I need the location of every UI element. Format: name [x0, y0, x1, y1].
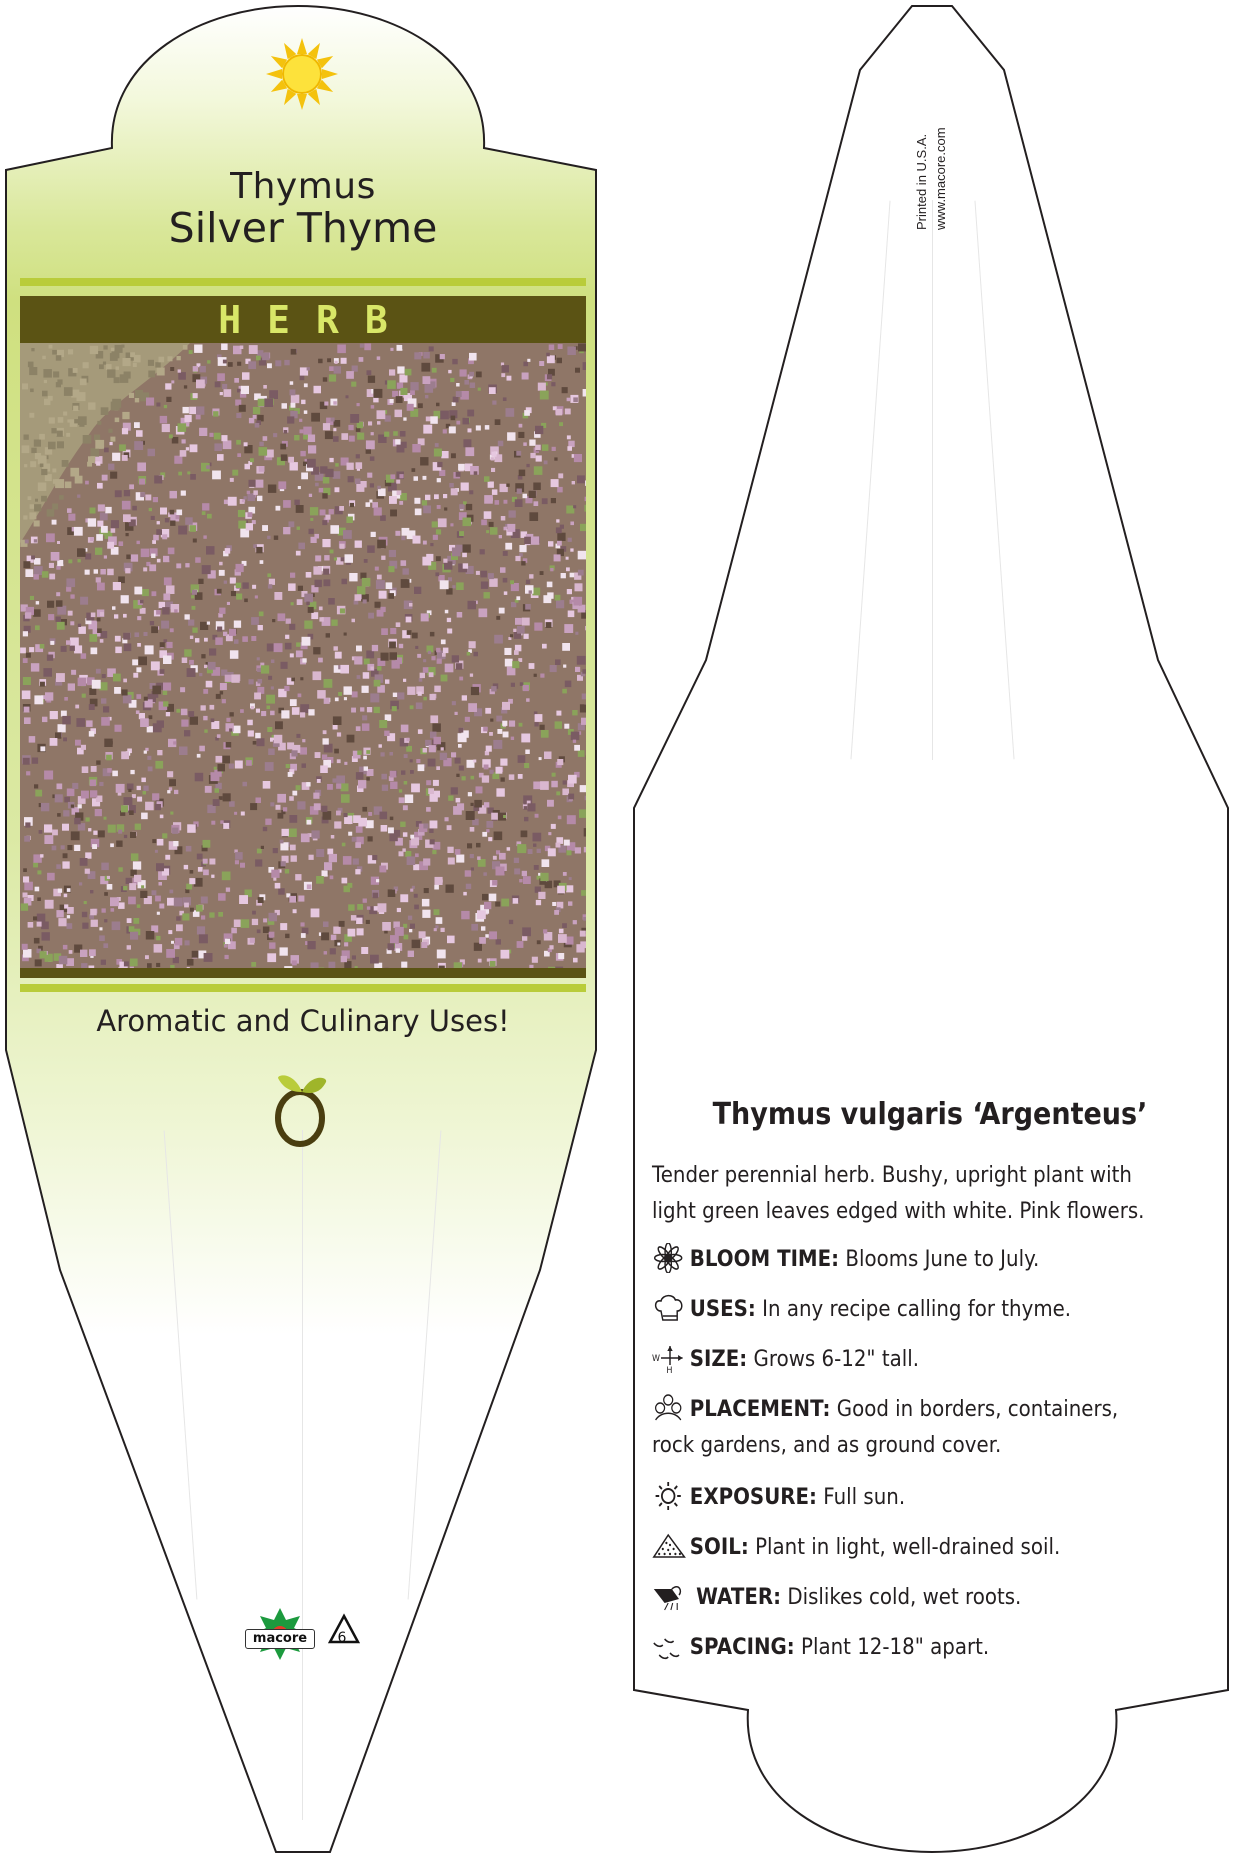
front-common-name: Silver Thyme: [168, 204, 438, 252]
front-tagline: Aromatic and Culinary Uses!: [96, 1004, 510, 1038]
attr-text: Plant in light, well-drained soil.: [755, 1535, 1061, 1560]
watering-can-icon: [652, 1581, 690, 1611]
attr-uses: [652, 1292, 1165, 1328]
attr-text: In any recipe calling for thyme.: [762, 1297, 1072, 1322]
attr-soil: [652, 1530, 1165, 1566]
attr-text: Full sun.: [823, 1485, 906, 1510]
band-rule: [20, 984, 586, 992]
botanical-name: Thymus vulgaris ‘Argenteus’: [712, 1097, 1148, 1132]
flower-icon: [652, 1243, 690, 1273]
spacing-icon: [652, 1631, 690, 1661]
attr-spacing: [652, 1630, 1165, 1666]
attr-bloom-time: [652, 1242, 1165, 1278]
svg-text:W: W: [652, 1353, 660, 1365]
attr-text: Grows 6-12" tall.: [753, 1347, 920, 1372]
score-line: [302, 1130, 303, 1820]
front-genus: Thymus: [230, 166, 376, 207]
soil-icon: [652, 1531, 690, 1561]
size-arrows-icon: [652, 1343, 690, 1373]
attr-label: EXPOSURE:: [689, 1485, 817, 1510]
attr-label: USES:: [689, 1297, 756, 1322]
printed-info: [912, 0, 950, 230]
attr-label: WATER:: [696, 1585, 782, 1610]
attr-label: SIZE:: [689, 1347, 748, 1372]
score-line: [932, 200, 933, 760]
svg-text:H: H: [666, 1365, 673, 1373]
placement-icon: [652, 1393, 690, 1423]
brand-name: macore: [245, 1629, 315, 1649]
seed-sprout-icon: [270, 1068, 336, 1148]
back-tag-shape: [634, 6, 1228, 1852]
attr-text: Dislikes cold, wet roots.: [787, 1585, 1022, 1610]
attr-text: Plant 12-18" apart.: [801, 1635, 990, 1660]
attr-size: [652, 1342, 1165, 1378]
printed-line-1: Printed in U.S.A.: [914, 133, 929, 230]
band-rule: [20, 278, 586, 286]
attr-water: [652, 1580, 1165, 1616]
attr-exposure: [652, 1480, 1165, 1516]
sun-outline-icon: [652, 1481, 690, 1511]
category-band: HERB: [20, 296, 586, 344]
band-rule: [20, 968, 586, 978]
attr-label: BLOOM TIME:: [689, 1247, 840, 1272]
plant-description: Tender perennial herb. Bushy, upright plant with light green leaves edged with white. Pink flowers.: [652, 1163, 1145, 1224]
recycle-code: 6: [337, 1630, 347, 1646]
attr-label: SOIL:: [689, 1535, 749, 1560]
attr-label: SPACING:: [689, 1635, 795, 1660]
attr-text: Good in borders, containers, rock gardens, and as ground cover.: [652, 1397, 1119, 1458]
sun-icon: [264, 36, 340, 112]
attr-text: Blooms June to July.: [845, 1247, 1040, 1272]
plant-photo: [20, 343, 586, 968]
printed-url: www.macore.com: [933, 127, 948, 230]
attr-placement: [652, 1392, 1165, 1464]
attr-label: PLACEMENT:: [689, 1397, 831, 1422]
chef-hat-icon: [652, 1293, 690, 1323]
